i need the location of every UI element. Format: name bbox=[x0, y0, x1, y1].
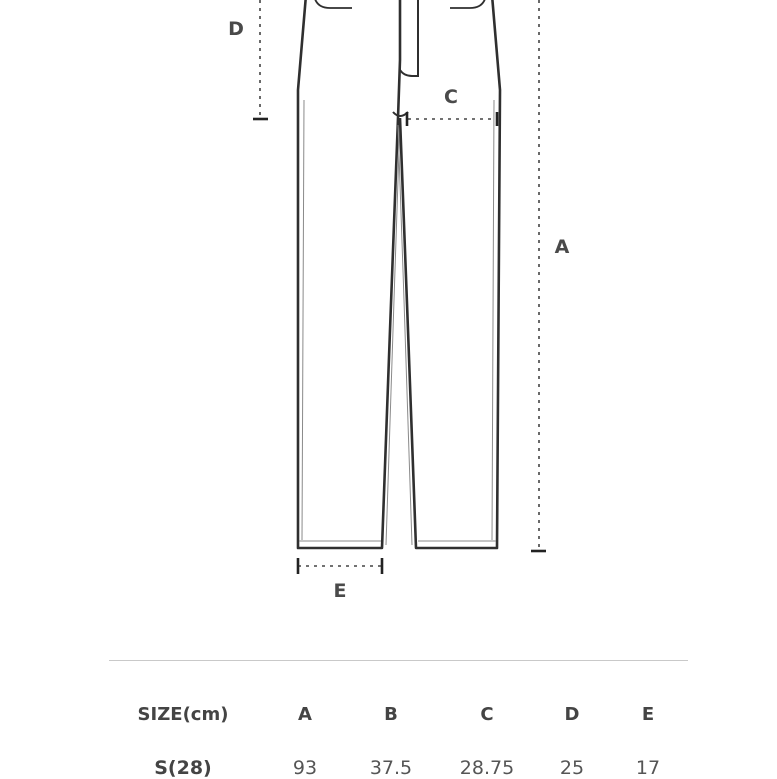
header-d: D bbox=[564, 704, 580, 725]
left-leg-outline bbox=[298, 0, 400, 548]
row-value-b: 37.5 bbox=[369, 757, 413, 779]
right-pocket bbox=[450, 0, 486, 8]
header-size: SIZE(cm) bbox=[137, 704, 229, 725]
row-value-e: 17 bbox=[635, 757, 661, 779]
row-value-c: 28.75 bbox=[459, 757, 515, 779]
fly-outline bbox=[400, 0, 418, 76]
row-size: S(28) bbox=[154, 757, 212, 779]
row-value-a: 93 bbox=[292, 757, 318, 779]
right-leg-outline bbox=[400, 0, 500, 548]
table-divider bbox=[109, 660, 688, 661]
length-label: A bbox=[554, 236, 570, 258]
header-b: B bbox=[384, 704, 398, 725]
header-c: C bbox=[480, 704, 494, 725]
thigh-label: C bbox=[444, 86, 458, 108]
row-value-d: 25 bbox=[559, 757, 585, 779]
left-pocket bbox=[314, 0, 352, 8]
header-e: E bbox=[641, 704, 655, 725]
rise-label: D bbox=[228, 18, 244, 40]
hem-label: E bbox=[333, 580, 347, 602]
header-a: A bbox=[298, 704, 312, 725]
